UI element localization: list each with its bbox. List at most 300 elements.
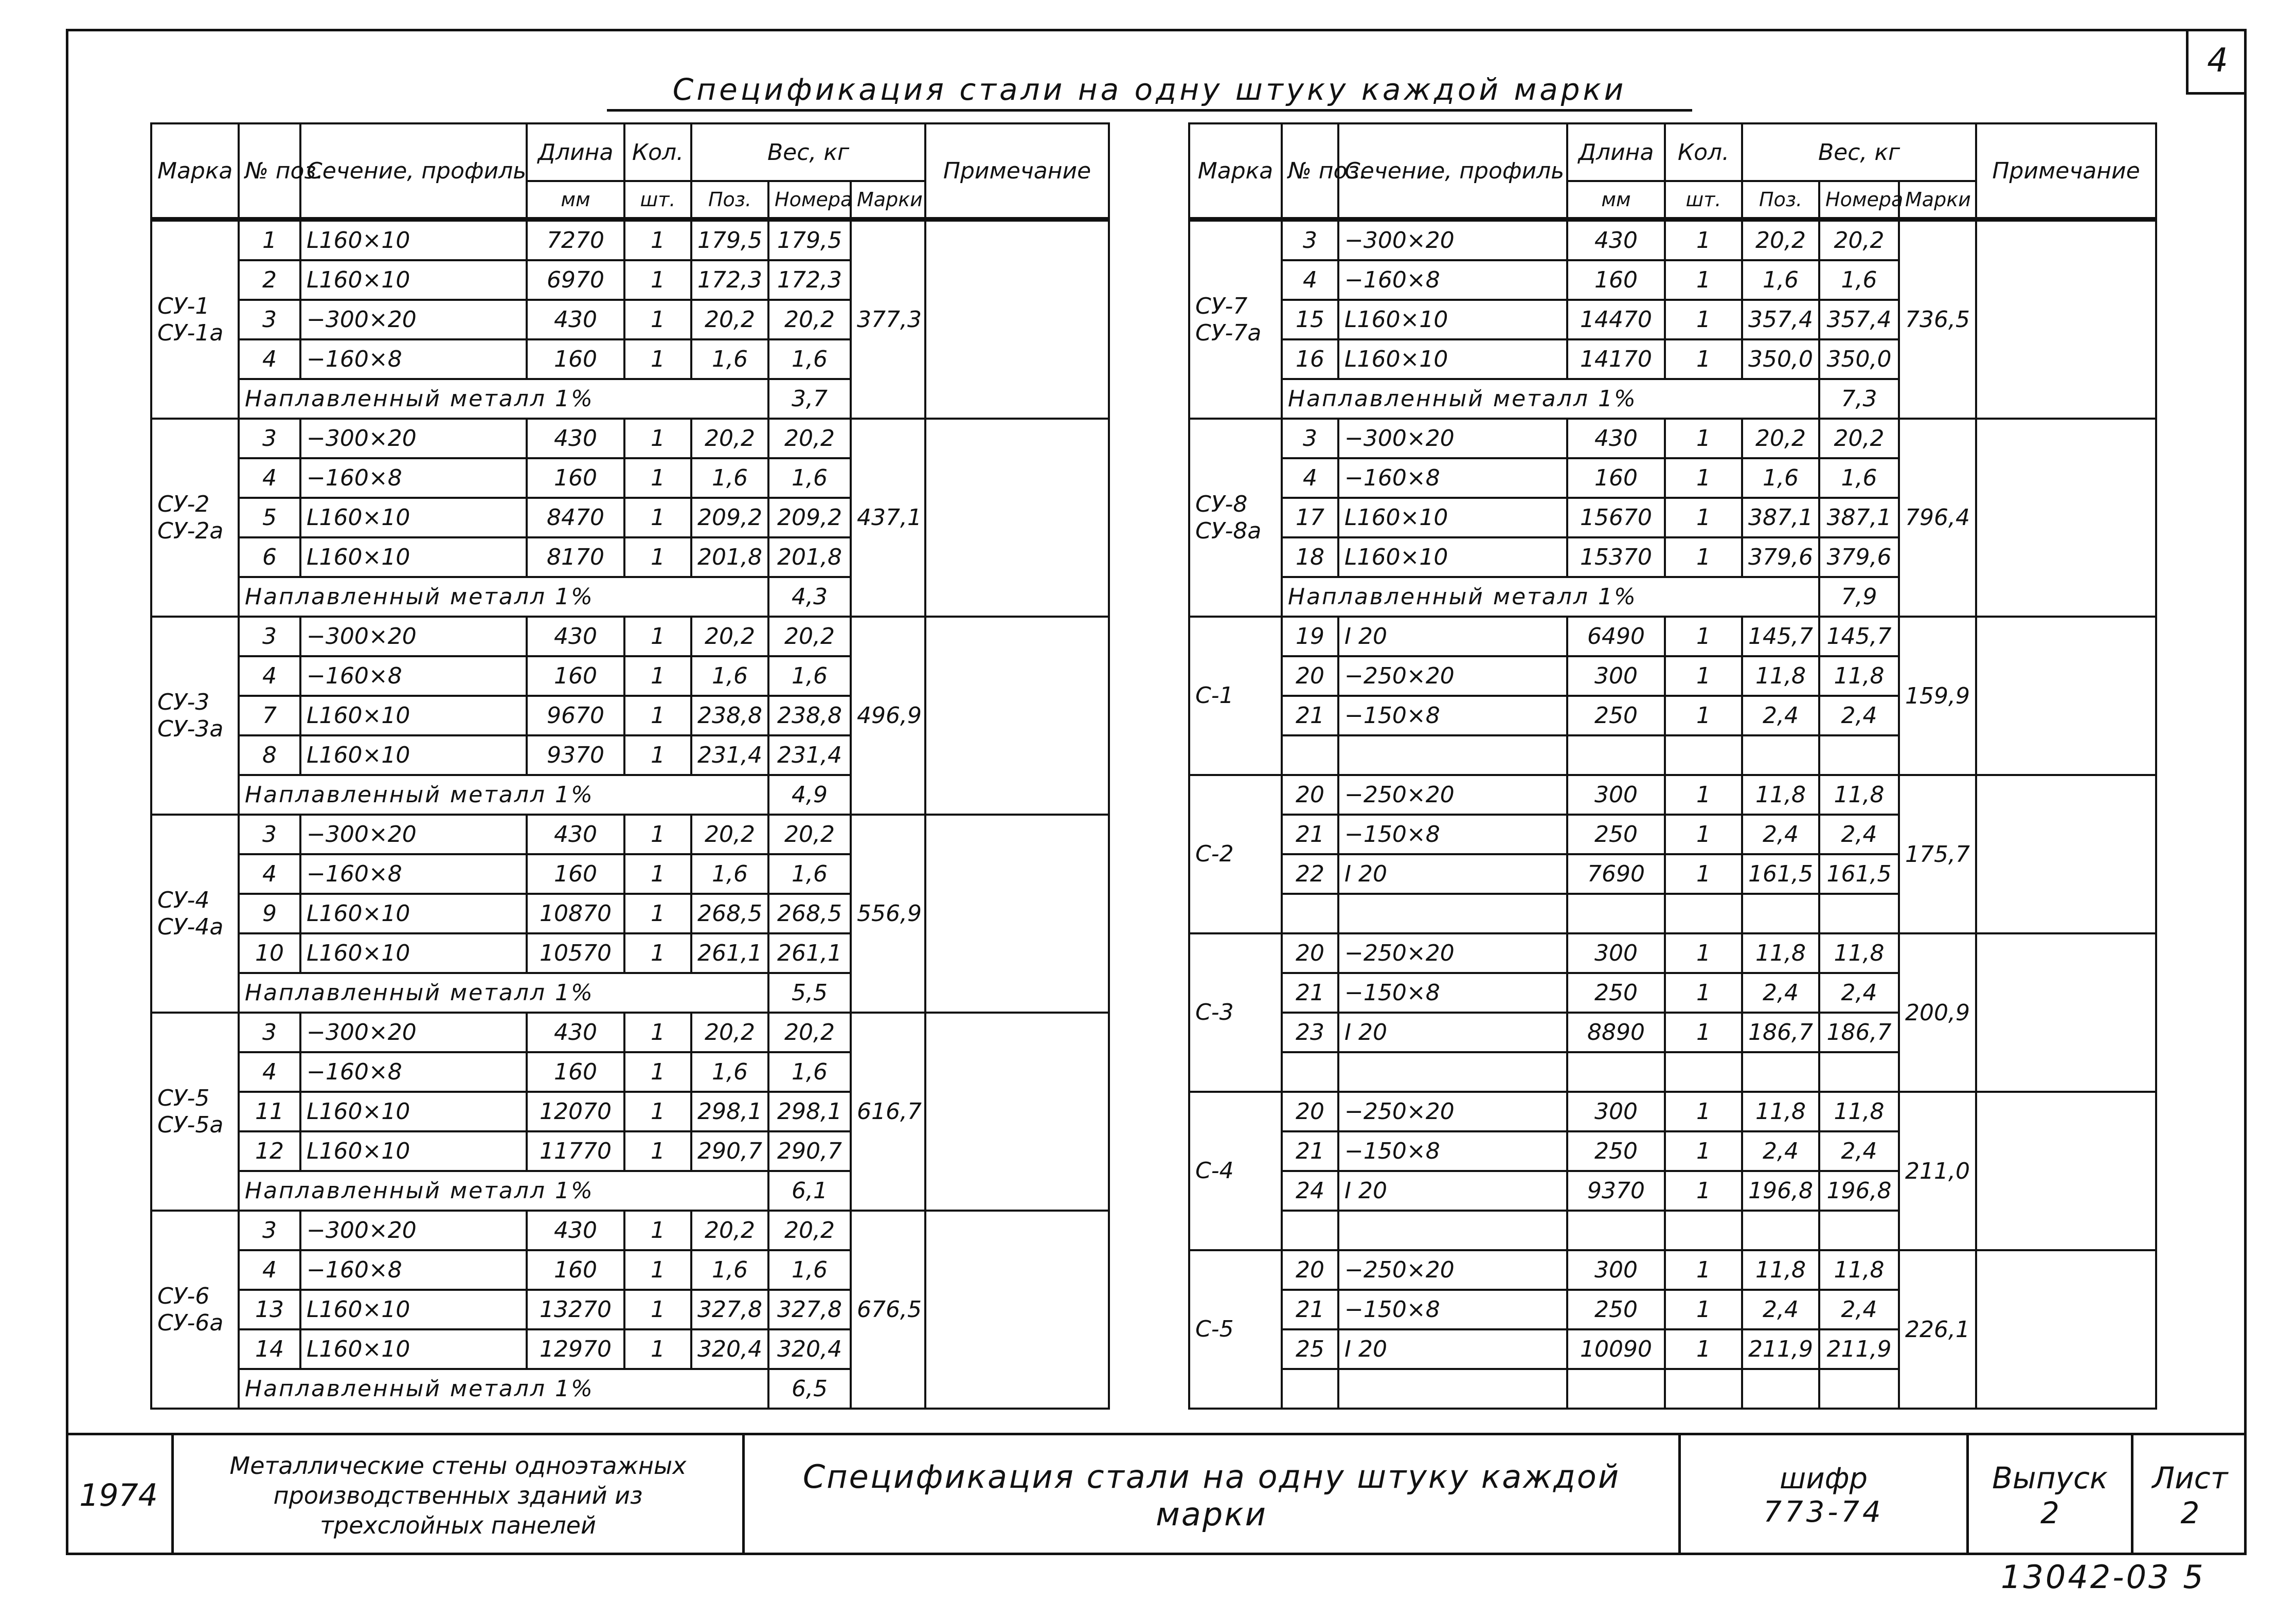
mark-cell: С-4	[1189, 1092, 1282, 1250]
weight-pos-cell: 2,4	[1742, 973, 1819, 1013]
weight-pos-cell: 20,2	[691, 1211, 768, 1250]
length-cell: 430	[1567, 419, 1665, 458]
pos-cell: 7	[239, 696, 300, 735]
length-cell: 14170	[1567, 339, 1665, 379]
weight-num-cell: 1,6	[768, 656, 851, 696]
weight-num-cell: 1,6	[1819, 458, 1899, 498]
header-qty-unit: шт.	[624, 181, 691, 220]
weight-mark-cell: 211,0	[1899, 1092, 1976, 1250]
qty-cell: 1	[1665, 696, 1742, 735]
mark-cell: С-2	[1189, 775, 1282, 933]
length-cell: 300	[1567, 656, 1665, 696]
section-cell: −250×20	[1338, 933, 1567, 973]
weight-pos-cell	[1742, 894, 1819, 933]
header-weight-pos: Поз.	[1742, 181, 1819, 220]
length-cell: 160	[527, 458, 624, 498]
pos-cell	[1282, 1369, 1338, 1409]
length-cell: 160	[527, 1052, 624, 1092]
stamp-cipher-cell	[1681, 1435, 1969, 1555]
section-cell	[1338, 1211, 1567, 1250]
qty-cell	[1665, 1369, 1742, 1409]
header-pos: № поз.	[239, 123, 300, 220]
qty-cell: 1	[624, 300, 691, 339]
note-cell	[1976, 220, 2156, 419]
pos-cell: 19	[1282, 617, 1338, 656]
weight-num-cell: 2,4	[1819, 973, 1899, 1013]
pos-cell: 4	[239, 339, 300, 379]
qty-cell: 1	[624, 815, 691, 854]
pos-cell: 6	[239, 537, 300, 577]
pos-cell: 21	[1282, 1290, 1338, 1329]
weight-mark-cell: 736,5	[1899, 220, 1976, 419]
section-cell: −250×20	[1338, 656, 1567, 696]
qty-cell: 1	[624, 894, 691, 933]
weight-num-cell: 196,8	[1819, 1171, 1899, 1211]
weight-pos-cell: 209,2	[691, 498, 768, 537]
pos-cell: 20	[1282, 1092, 1338, 1131]
section-cell: −160×8	[1338, 260, 1567, 300]
weight-pos-cell: 20,2	[1742, 419, 1819, 458]
length-cell: 10090	[1567, 1329, 1665, 1369]
qty-cell: 1	[624, 339, 691, 379]
section-cell	[1338, 1369, 1567, 1409]
qty-cell: 1	[624, 617, 691, 656]
weight-num-cell: 231,4	[768, 735, 851, 775]
pos-cell: 4	[239, 854, 300, 894]
weight-num-cell: 320,4	[768, 1329, 851, 1369]
section-cell: L160×10	[300, 537, 527, 577]
note-cell	[925, 617, 1109, 815]
weight-mark-cell: 437,1	[851, 419, 925, 617]
section-cell: −150×8	[1338, 1290, 1567, 1329]
table-row	[151, 815, 1109, 854]
weight-num-cell: 327,8	[768, 1290, 851, 1329]
section-cell: −300×20	[300, 815, 527, 854]
pos-cell: 3	[239, 1013, 300, 1052]
weight-pos-cell: 1,6	[691, 458, 768, 498]
weight-pos-cell: 196,8	[1742, 1171, 1819, 1211]
weight-num-cell: 11,8	[1819, 933, 1899, 973]
section-cell: −300×20	[300, 300, 527, 339]
weight-num-cell: 1,6	[768, 458, 851, 498]
weight-num-cell: 1,6	[768, 1052, 851, 1092]
section-cell: I 20	[1338, 1171, 1567, 1211]
weight-num-cell: 20,2	[1819, 220, 1899, 261]
weld-value: 7,3	[1819, 379, 1899, 419]
weight-pos-cell: 20,2	[691, 617, 768, 656]
qty-cell: 1	[1665, 1250, 1742, 1290]
header-section: Сечение, профиль	[1338, 123, 1567, 220]
weight-num-cell	[1819, 735, 1899, 775]
length-cell	[1567, 1369, 1665, 1409]
weld-value: 3,7	[768, 379, 851, 419]
section-cell: −300×20	[1338, 220, 1567, 261]
pos-cell: 3	[1282, 419, 1338, 458]
header-weight-num: Номера	[1819, 181, 1899, 220]
spec-table-right	[1188, 122, 2157, 1410]
section-cell: −250×20	[1338, 1250, 1567, 1290]
length-cell: 7270	[527, 220, 624, 261]
qty-cell: 1	[624, 854, 691, 894]
mark-cell: СУ-8 СУ-8а	[1189, 419, 1282, 617]
weight-num-cell: 1,6	[768, 854, 851, 894]
weld-label: Наплавленный металл 1%	[239, 379, 768, 419]
mark-cell: СУ-5 СУ-5а	[151, 1013, 239, 1211]
section-cell: −300×20	[300, 1211, 527, 1250]
length-cell: 10570	[527, 933, 624, 973]
qty-cell: 1	[624, 656, 691, 696]
mark-cell: СУ-7 СУ-7а	[1189, 220, 1282, 419]
weight-pos-cell: 20,2	[691, 419, 768, 458]
qty-cell: 1	[624, 537, 691, 577]
weight-num-cell: 11,8	[1819, 656, 1899, 696]
weight-num-cell: 209,2	[768, 498, 851, 537]
weight-pos-cell: 11,8	[1742, 1250, 1819, 1290]
qty-cell: 1	[624, 419, 691, 458]
weight-num-cell: 11,8	[1819, 1092, 1899, 1131]
weight-num-cell: 238,8	[768, 696, 851, 735]
qty-cell: 1	[1665, 339, 1742, 379]
weight-pos-cell: 2,4	[1742, 696, 1819, 735]
table-row	[151, 1013, 1109, 1052]
qty-cell: 1	[1665, 458, 1742, 498]
qty-cell: 1	[624, 498, 691, 537]
pos-cell: 21	[1282, 973, 1338, 1013]
length-cell: 160	[1567, 458, 1665, 498]
pos-cell: 3	[239, 300, 300, 339]
weight-num-cell: 179,5	[768, 220, 851, 261]
note-cell	[1976, 419, 2156, 617]
length-cell: 15670	[1567, 498, 1665, 537]
note-cell	[1976, 1250, 2156, 1409]
length-cell: 250	[1567, 1131, 1665, 1171]
weight-pos-cell: 2,4	[1742, 1131, 1819, 1171]
weight-num-cell: 357,4	[1819, 300, 1899, 339]
length-cell: 430	[1567, 220, 1665, 261]
weight-num-cell: 1,6	[1819, 260, 1899, 300]
header-weight-pos: Поз.	[691, 181, 768, 220]
qty-cell: 1	[1665, 656, 1742, 696]
section-cell: L160×10	[1338, 300, 1567, 339]
length-cell: 11770	[527, 1131, 624, 1171]
pos-cell: 20	[1282, 656, 1338, 696]
pos-cell: 21	[1282, 1131, 1338, 1171]
weight-pos-cell: 1,6	[691, 854, 768, 894]
length-cell: 12070	[527, 1092, 624, 1131]
mark-cell: СУ-3 СУ-3а	[151, 617, 239, 815]
length-cell: 160	[527, 339, 624, 379]
weight-num-cell: 201,8	[768, 537, 851, 577]
length-cell: 15370	[1567, 537, 1665, 577]
weight-mark-cell: 616,7	[851, 1013, 925, 1211]
section-cell: −150×8	[1338, 1131, 1567, 1171]
section-cell: −300×20	[300, 617, 527, 656]
section-cell: −150×8	[1338, 815, 1567, 854]
length-cell: 14470	[1567, 300, 1665, 339]
weight-num-cell: 298,1	[768, 1092, 851, 1131]
weight-num-cell: 20,2	[768, 300, 851, 339]
weight-num-cell	[1819, 1369, 1899, 1409]
stamp-doc-title: Спецификация стали на одну штуку каждой марки	[745, 1435, 1681, 1555]
weight-num-cell: 268,5	[768, 894, 851, 933]
length-cell: 250	[1567, 973, 1665, 1013]
length-cell: 13270	[527, 1290, 624, 1329]
qty-cell: 1	[1665, 537, 1742, 577]
weight-pos-cell: 172,3	[691, 260, 768, 300]
stamp-sheet-cell	[2133, 1435, 2247, 1555]
weight-pos-cell: 186,7	[1742, 1013, 1819, 1052]
qty-cell: 1	[624, 696, 691, 735]
weld-label: Наплавленный металл 1%	[239, 973, 768, 1013]
weight-pos-cell: 179,5	[691, 220, 768, 261]
weight-mark-cell: 200,9	[1899, 933, 1976, 1092]
pos-cell: 22	[1282, 854, 1338, 894]
table-row	[1189, 1250, 2156, 1290]
qty-cell: 1	[624, 220, 691, 261]
header-pos: № поз.	[1282, 123, 1338, 220]
table-row	[1189, 1092, 2156, 1131]
length-cell: 160	[1567, 260, 1665, 300]
weight-num-cell: 20,2	[768, 419, 851, 458]
weight-pos-cell: 238,8	[691, 696, 768, 735]
stamp-sheet-label: Лист	[2152, 1460, 2228, 1495]
weld-value: 7,9	[1819, 577, 1899, 617]
header-length-unit: мм	[1567, 181, 1665, 220]
qty-cell: 1	[1665, 260, 1742, 300]
length-cell: 160	[527, 656, 624, 696]
header-weight-num: Номера	[768, 181, 851, 220]
header-qty-unit: шт.	[1665, 181, 1742, 220]
length-cell: 430	[527, 300, 624, 339]
section-cell: −150×8	[1338, 696, 1567, 735]
weld-label: Наплавленный металл 1%	[239, 1369, 768, 1409]
weight-pos-cell: 11,8	[1742, 1092, 1819, 1131]
weight-pos-cell	[1742, 1369, 1819, 1409]
qty-cell: 1	[1665, 300, 1742, 339]
pos-cell: 4	[239, 656, 300, 696]
section-cell: L160×10	[1338, 537, 1567, 577]
weight-pos-cell: 298,1	[691, 1092, 768, 1131]
qty-cell	[1665, 1052, 1742, 1092]
length-cell: 430	[527, 1211, 624, 1250]
mark-cell: СУ-1 СУ-1а	[151, 220, 239, 419]
stamp-sheet: 2	[2180, 1495, 2200, 1530]
pos-cell: 4	[239, 458, 300, 498]
section-cell	[1338, 894, 1567, 933]
length-cell: 300	[1567, 933, 1665, 973]
pos-cell: 20	[1282, 1250, 1338, 1290]
stamp-cipher-label: шифр	[1779, 1462, 1868, 1495]
weight-num-cell: 350,0	[1819, 339, 1899, 379]
weight-num-cell: 11,8	[1819, 1250, 1899, 1290]
pos-cell: 3	[239, 815, 300, 854]
qty-cell: 1	[624, 735, 691, 775]
pos-cell: 1	[239, 220, 300, 261]
weld-value: 4,3	[768, 577, 851, 617]
weight-num-cell: 11,8	[1819, 775, 1899, 815]
weight-pos-cell: 1,6	[691, 339, 768, 379]
section-cell: L160×10	[300, 1329, 527, 1369]
weld-label: Наплавленный металл 1%	[239, 1171, 768, 1211]
section-cell: I 20	[1338, 1013, 1567, 1052]
length-cell: 6490	[1567, 617, 1665, 656]
weight-mark-cell: 175,7	[1899, 775, 1976, 933]
qty-cell: 1	[624, 933, 691, 973]
weld-value: 4,9	[768, 775, 851, 815]
weight-mark-cell: 496,9	[851, 617, 925, 815]
pos-cell: 11	[239, 1092, 300, 1131]
mark-cell: СУ-2 СУ-2а	[151, 419, 239, 617]
weight-pos-cell: 1,6	[1742, 260, 1819, 300]
qty-cell: 1	[1665, 1329, 1742, 1369]
header-weight: Вес, кг	[691, 123, 925, 181]
section-cell: −250×20	[1338, 775, 1567, 815]
section-cell: L160×10	[300, 1290, 527, 1329]
section-cell: I 20	[1338, 1329, 1567, 1369]
length-cell: 430	[527, 617, 624, 656]
weight-pos-cell: 231,4	[691, 735, 768, 775]
weight-num-cell: 20,2	[768, 1013, 851, 1052]
pos-cell	[1282, 1211, 1338, 1250]
section-cell: −160×8	[300, 1052, 527, 1092]
page-title: Спецификация стали на одну штуку каждой марки	[607, 72, 1692, 112]
section-cell: L160×10	[300, 1131, 527, 1171]
pos-cell: 25	[1282, 1329, 1338, 1369]
section-cell: L160×10	[300, 498, 527, 537]
weight-pos-cell: 327,8	[691, 1290, 768, 1329]
length-cell: 160	[527, 854, 624, 894]
qty-cell: 1	[624, 260, 691, 300]
table-row	[151, 419, 1109, 458]
note-cell	[1976, 1092, 2156, 1250]
length-cell: 9370	[527, 735, 624, 775]
stamp-issue: 2	[2040, 1495, 2059, 1530]
qty-cell: 1	[1665, 617, 1742, 656]
length-cell: 300	[1567, 775, 1665, 815]
length-cell	[1567, 1052, 1665, 1092]
weight-num-cell: 20,2	[768, 617, 851, 656]
weight-pos-cell: 201,8	[691, 537, 768, 577]
qty-cell: 1	[1665, 1290, 1742, 1329]
length-cell: 9370	[1567, 1171, 1665, 1211]
weight-pos-cell	[1742, 1211, 1819, 1250]
pos-cell: 18	[1282, 537, 1338, 577]
note-cell	[925, 1211, 1109, 1409]
section-cell: −160×8	[300, 656, 527, 696]
weight-pos-cell: 20,2	[1742, 220, 1819, 261]
section-cell: −300×20	[300, 419, 527, 458]
section-cell: I 20	[1338, 854, 1567, 894]
weight-num-cell	[1819, 1052, 1899, 1092]
header-qty: Кол.	[624, 123, 691, 181]
weight-num-cell: 2,4	[1819, 696, 1899, 735]
note-cell	[925, 1013, 1109, 1211]
weld-label: Наплавленный металл 1%	[1282, 577, 1819, 617]
length-cell	[1567, 1211, 1665, 1250]
length-cell: 7690	[1567, 854, 1665, 894]
sheet-number: 4	[2186, 29, 2247, 95]
pos-cell: 21	[1282, 815, 1338, 854]
stamp-issue-cell	[1969, 1435, 2133, 1555]
pos-cell: 5	[239, 498, 300, 537]
mark-cell: СУ-4 СУ-4а	[151, 815, 239, 1013]
weight-pos-cell: 20,2	[691, 300, 768, 339]
pos-cell: 3	[239, 419, 300, 458]
length-cell: 12970	[527, 1329, 624, 1369]
weight-mark-cell: 796,4	[1899, 419, 1976, 617]
length-cell: 300	[1567, 1250, 1665, 1290]
weight-mark-cell: 377,3	[851, 220, 925, 419]
pos-cell: 3	[239, 617, 300, 656]
weight-mark-cell: 676,5	[851, 1211, 925, 1409]
qty-cell: 1	[1665, 498, 1742, 537]
length-cell: 8170	[527, 537, 624, 577]
qty-cell: 1	[624, 1013, 691, 1052]
qty-cell	[1665, 894, 1742, 933]
length-cell: 430	[527, 419, 624, 458]
weight-num-cell: 20,2	[768, 815, 851, 854]
weight-pos-cell: 11,8	[1742, 933, 1819, 973]
length-cell: 250	[1567, 815, 1665, 854]
weld-label: Наплавленный металл 1%	[239, 577, 768, 617]
weight-num-cell: 211,9	[1819, 1329, 1899, 1369]
pos-cell: 4	[239, 1052, 300, 1092]
header-mark: Марка	[151, 123, 239, 220]
section-cell: L160×10	[1338, 339, 1567, 379]
weight-pos-cell: 20,2	[691, 1013, 768, 1052]
weight-pos-cell: 357,4	[1742, 300, 1819, 339]
section-cell: −160×8	[300, 339, 527, 379]
note-cell	[1976, 775, 2156, 933]
weight-pos-cell: 2,4	[1742, 1290, 1819, 1329]
header-section: Сечение, профиль	[300, 123, 527, 220]
section-cell: L160×10	[300, 894, 527, 933]
qty-cell: 1	[624, 1329, 691, 1369]
pos-cell: 14	[239, 1329, 300, 1369]
length-cell: 8470	[527, 498, 624, 537]
table-row	[1189, 933, 2156, 973]
weld-label: Наплавленный металл 1%	[1282, 379, 1819, 419]
note-cell	[925, 419, 1109, 617]
pos-cell: 4	[1282, 260, 1338, 300]
pos-cell: 20	[1282, 933, 1338, 973]
header-qty: Кол.	[1665, 123, 1742, 181]
table-row	[151, 220, 1109, 261]
pos-cell	[1282, 1052, 1338, 1092]
header-weight: Вес, кг	[1742, 123, 1976, 181]
section-cell: L160×10	[300, 1092, 527, 1131]
weight-pos-cell: 1,6	[1742, 458, 1819, 498]
section-cell: −300×20	[1338, 419, 1567, 458]
length-cell: 250	[1567, 696, 1665, 735]
qty-cell	[1665, 735, 1742, 775]
qty-cell: 1	[624, 458, 691, 498]
section-cell: −300×20	[300, 1013, 527, 1052]
weight-pos-cell: 350,0	[1742, 339, 1819, 379]
section-cell	[1338, 735, 1567, 775]
pos-cell: 4	[239, 1250, 300, 1290]
weight-pos-cell: 268,5	[691, 894, 768, 933]
weld-value: 5,5	[768, 973, 851, 1013]
pos-cell: 15	[1282, 300, 1338, 339]
weight-mark-cell: 226,1	[1899, 1250, 1976, 1409]
header-length-unit: мм	[527, 181, 624, 220]
qty-cell: 1	[624, 1290, 691, 1329]
header-note: Примечание	[1976, 123, 2156, 220]
weight-num-cell: 379,6	[1819, 537, 1899, 577]
section-cell: −160×8	[300, 1250, 527, 1290]
pos-cell: 10	[239, 933, 300, 973]
